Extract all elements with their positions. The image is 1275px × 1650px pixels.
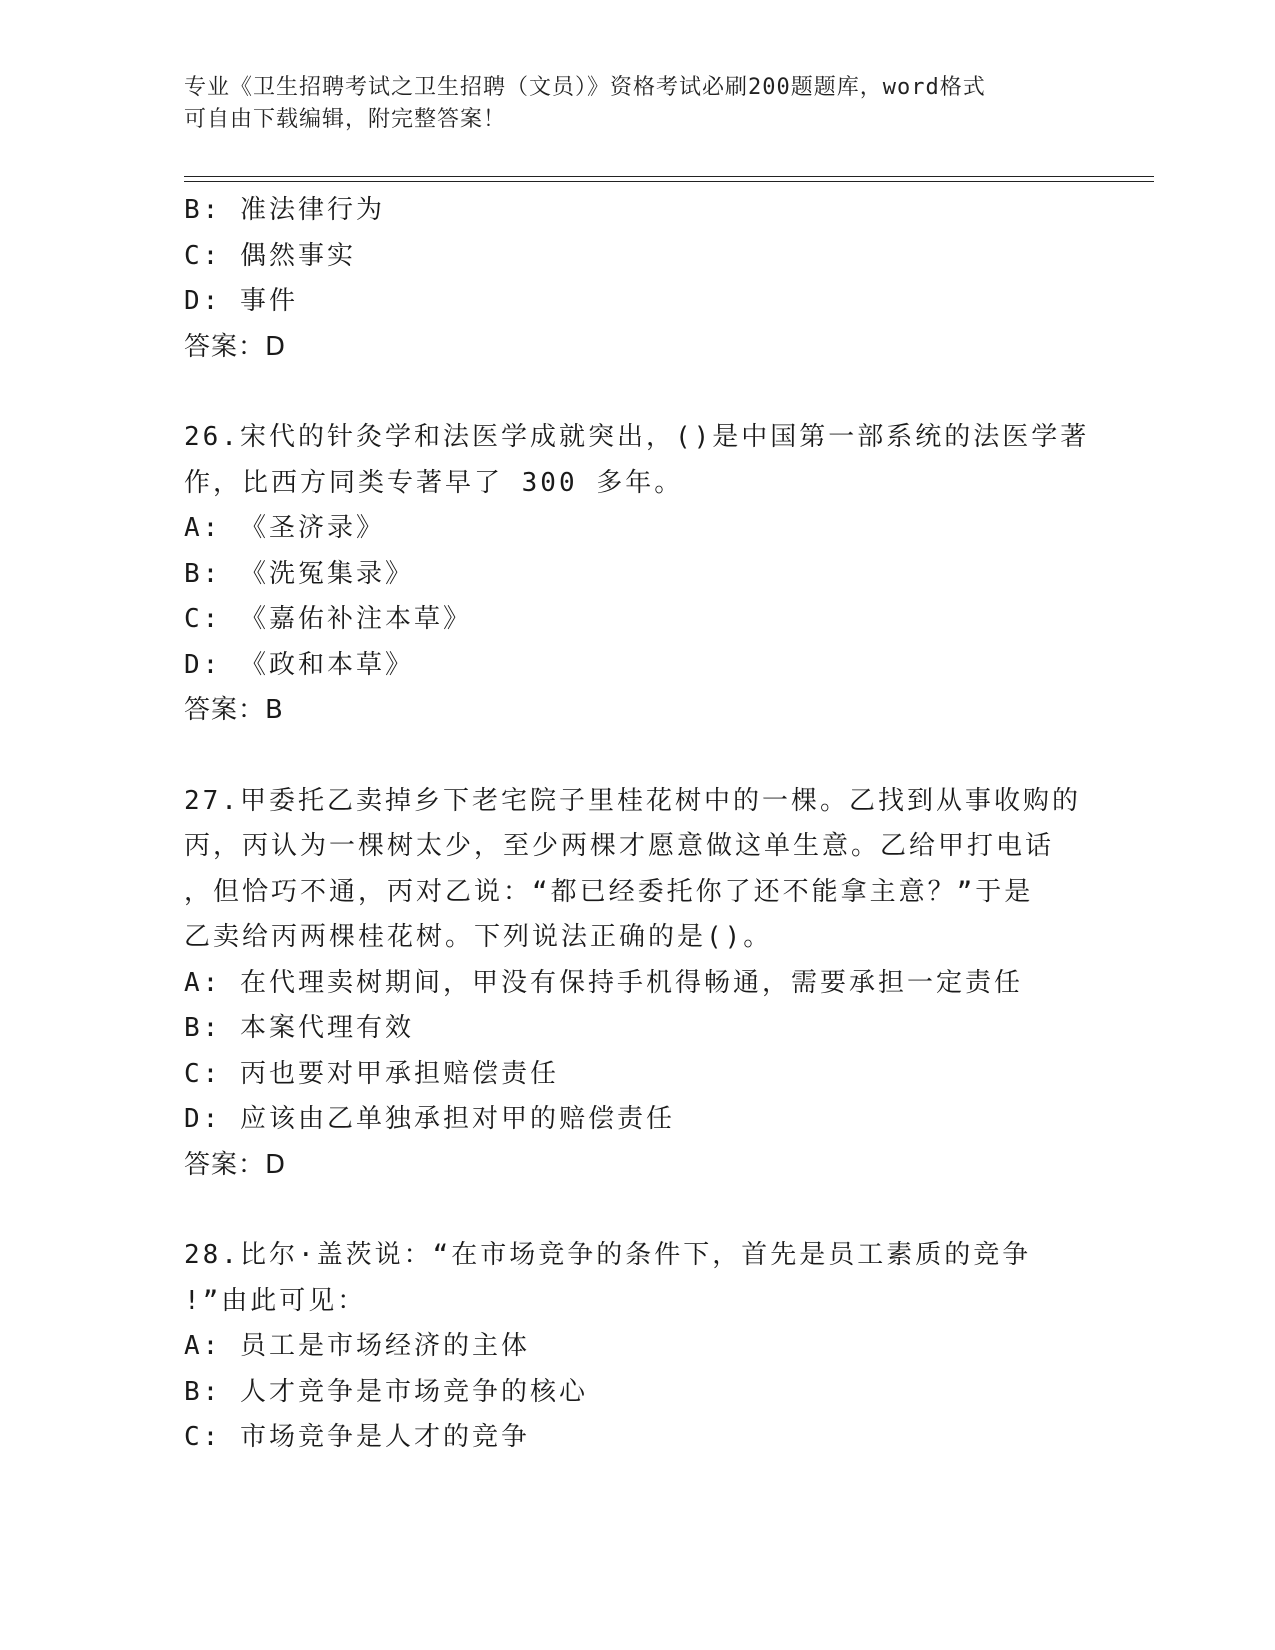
header-rule-top	[184, 176, 1154, 177]
question-stem: 乙卖给丙两棵桂花树。下列说法正确的是()。	[184, 922, 773, 952]
header-line-1: 专业《卫生招聘考试之卫生招聘（文员）》资格考试必刷200题题库，word格式	[184, 75, 986, 100]
answer-line: 答案：D	[184, 1149, 287, 1180]
spacer	[184, 370, 1084, 415]
question-stem: 26.宋代的针灸学和法医学成就突出，()是中国第一部系统的法医学著	[184, 422, 1090, 452]
answer-line: 答案：D	[184, 331, 287, 362]
question-stem: 作，比西方同类专著早了 300 多年。	[184, 467, 684, 498]
question-stem: 28.比尔·盖茨说：“在市场竞争的条件下，首先是员工素质的竞争	[184, 1240, 1032, 1270]
option-c: C: 丙也要对甲承担赔偿责任	[184, 1058, 559, 1089]
option-c: C: 偶然事实	[184, 240, 356, 271]
spacer	[184, 1188, 1084, 1233]
question-stem: ，但恰巧不通，丙对乙说：“都已经委托你了还不能拿主意？”于是	[184, 876, 1034, 907]
header-line-2: 可自由下载编辑，附完整答案！	[184, 107, 507, 132]
option-c: C: 《嘉佑补注本草》	[184, 604, 472, 634]
question-stem: 丙，丙认为一棵树太少，至少两棵才愿意做这单生意。乙给甲打电话	[184, 831, 1055, 861]
question-25-tail	[184, 188, 1084, 370]
question-28	[184, 1233, 1084, 1461]
question-26	[184, 415, 1090, 734]
option-b: B: 本案代理有效	[184, 1013, 414, 1043]
option-d: D: 事件	[184, 286, 298, 316]
option-b: B: 人才竞争是市场竞争的核心	[184, 1376, 588, 1407]
option-a: A: 员工是市场经济的主体	[184, 1331, 530, 1361]
spacer	[184, 734, 1084, 779]
question-list	[184, 188, 1090, 1461]
option-c: C: 市场竞争是人才的竞争	[184, 1422, 530, 1452]
question-stem: !”由此可见：	[184, 1285, 367, 1316]
answer-line: 答案：B	[184, 695, 284, 725]
option-a: A: 在代理卖树期间，甲没有保持手机得畅通，需要承担一定责任	[184, 967, 1023, 998]
option-b: B: 准法律行为	[184, 195, 385, 225]
question-stem: 27.甲委托乙卖掉乡下老宅院子里桂花树中的一棵。乙找到从事收购的	[184, 785, 1081, 816]
page-header	[184, 72, 1064, 136]
option-d: D: 应该由乙单独承担对甲的赔偿责任	[184, 1104, 675, 1134]
option-a: A: 《圣济录》	[184, 513, 385, 543]
option-b: B: 《洗冤集录》	[184, 558, 414, 589]
header-rule-bottom	[184, 181, 1154, 182]
question-27	[184, 779, 1084, 1189]
option-d: D: 《政和本草》	[184, 649, 414, 680]
